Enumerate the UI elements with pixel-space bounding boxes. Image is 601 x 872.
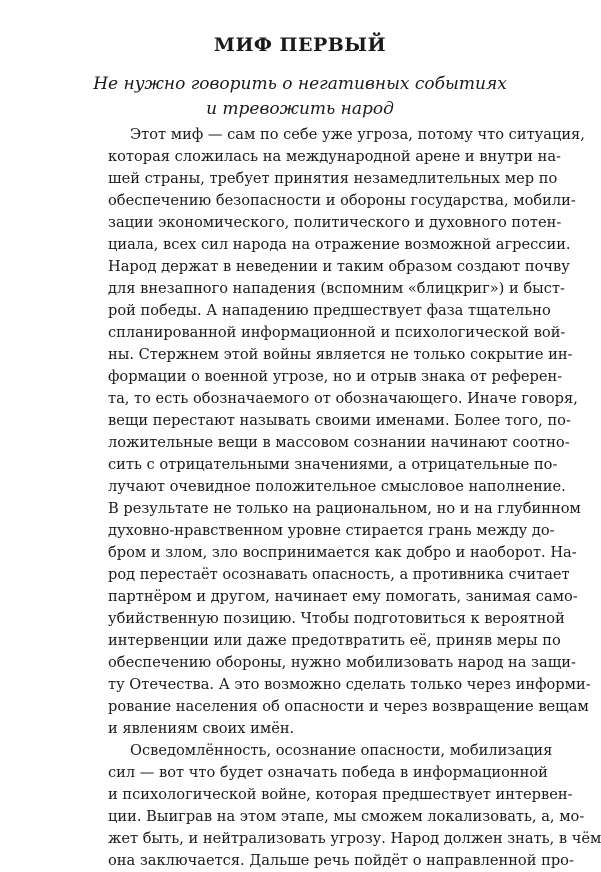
text-line: лучают очевидное положительное смысловое наполнение.	[108, 478, 566, 495]
text-line: ны. Стержнем этой войны является не только сокрытие ин-	[108, 346, 573, 363]
text-line: зации экономического, политического и духовного потен-	[108, 214, 562, 231]
subtitle-line: Не нужно говорить о негативных событиях	[93, 74, 507, 94]
text-line: для внезапного нападения (вспомним «блицкриг») и быст-	[108, 280, 565, 297]
text-line: ту Отечества. А это возможно сделать только через информи-	[108, 676, 591, 693]
text-line: жет быть, и нейтрализовать угрозу. Народ должен знать, в чём	[108, 830, 601, 847]
text-line: рование населения об опасности и через возвращение вещам	[108, 698, 589, 715]
text-line: та, то есть обозначаемого от обозначающего. Иначе говоря,	[108, 390, 578, 407]
text-line: род перестаёт осознавать опасность, а противника считает	[108, 566, 570, 583]
text-line: формации о военной угрозе, но и отрыв знака от референ-	[108, 368, 563, 385]
text-line: и психологической войне, которая предшествует интервен-	[108, 786, 573, 803]
text-line: В результате не только на рациональном, но и на глубинном	[108, 500, 581, 517]
text-line: и явлениям своих имён.	[108, 720, 295, 737]
text-line: ции. Выиграв на этом этапе, мы сможем локализовать, а, мо-	[108, 808, 585, 825]
chapter-title: МИФ ПЕРВЫЙ	[213, 34, 387, 56]
text-line: убийственную позицию. Чтобы подготовиться к вероятной	[108, 610, 565, 627]
text-line: бром и злом, зло воспринимается как добро и наоборот. На-	[108, 544, 577, 561]
subtitle-line: и тревожить народ	[206, 99, 394, 119]
text-line: спланированной информационной и психологической вой-	[108, 324, 566, 341]
text-line: сил — вот что будет означать победа в информационной	[108, 764, 548, 781]
text-line: которая сложилась на международной арене и внутри на-	[108, 148, 561, 165]
text-line: ложительные вещи в массовом сознании начинают соотно-	[108, 434, 570, 451]
text-line: Народ держат в неведении и таким образом создают почву	[108, 258, 570, 275]
text-line: она заключается. Дальше речь пойдёт о направленной про-	[108, 852, 574, 869]
text-line: обеспечению обороны, нужно мобилизовать народ на защи-	[108, 654, 576, 671]
text-line: вещи перестают называть своими именами. Более того, по-	[108, 412, 571, 429]
text-line: Этот миф — сам по себе уже угроза, потому что ситуация,	[130, 126, 585, 143]
text-line: интервенции или даже предотвратить её, приняв меры по	[108, 632, 561, 649]
text-line: сить с отрицательными значениями, а отрицательные по-	[108, 456, 558, 473]
text-line: духовно-нравственном уровне стирается грань между до-	[108, 522, 555, 539]
chapter-subtitle	[0, 72, 600, 122]
text-line: рой победы. А нападению предшествует фаза тщательно	[108, 302, 551, 319]
text-line: партнёром и другом, начинает ему помогать, занимая само-	[108, 588, 578, 605]
text-line: шей страны, требует принятия незамедлительных мер по	[108, 170, 558, 187]
text-line: обеспечению безопасности и обороны государства, мобили-	[108, 192, 576, 209]
text-line: циала, всех сил народа на отражение возможной агрессии.	[108, 236, 571, 253]
text-line: Осведомлённость, осознание опасности, мобилизация	[130, 742, 553, 759]
